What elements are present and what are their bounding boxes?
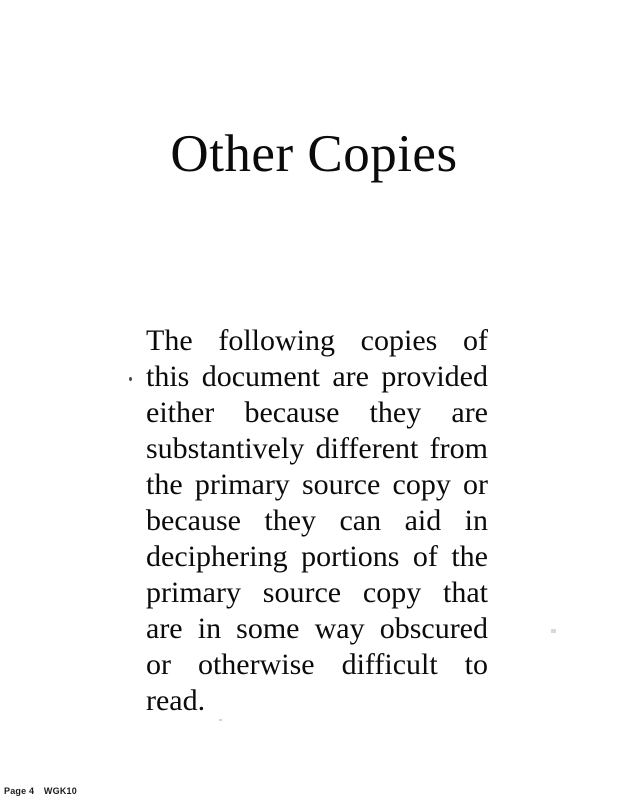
page-footer bbox=[4, 786, 77, 796]
paragraph-line: deciphering portions of the bbox=[146, 540, 488, 573]
paragraph-line: The following copies of bbox=[146, 324, 488, 357]
footer-doc-code: WGK10 bbox=[43, 786, 77, 796]
paragraph-line: the primary source copy or bbox=[146, 468, 488, 501]
page-title: Other Copies bbox=[170, 125, 458, 183]
paragraph-line: read. bbox=[146, 684, 206, 717]
paragraph-line: substantively different from bbox=[146, 432, 488, 465]
paragraph-line: this document are provided bbox=[146, 360, 488, 393]
paragraph-line: are in some way obscured bbox=[146, 612, 488, 645]
footer-page-number: Page 4 bbox=[4, 786, 35, 796]
paragraph-line: because they can aid in bbox=[146, 504, 488, 537]
paragraph-line: either because they are bbox=[146, 396, 488, 429]
scan-artifact-speck bbox=[219, 719, 222, 721]
paragraph bbox=[146, 323, 488, 719]
scan-artifact-dot bbox=[129, 377, 132, 381]
scan-artifact-speck bbox=[551, 629, 556, 633]
paragraph-line: primary source copy that bbox=[146, 576, 488, 609]
paragraph-line: or otherwise difficult to bbox=[146, 648, 488, 681]
